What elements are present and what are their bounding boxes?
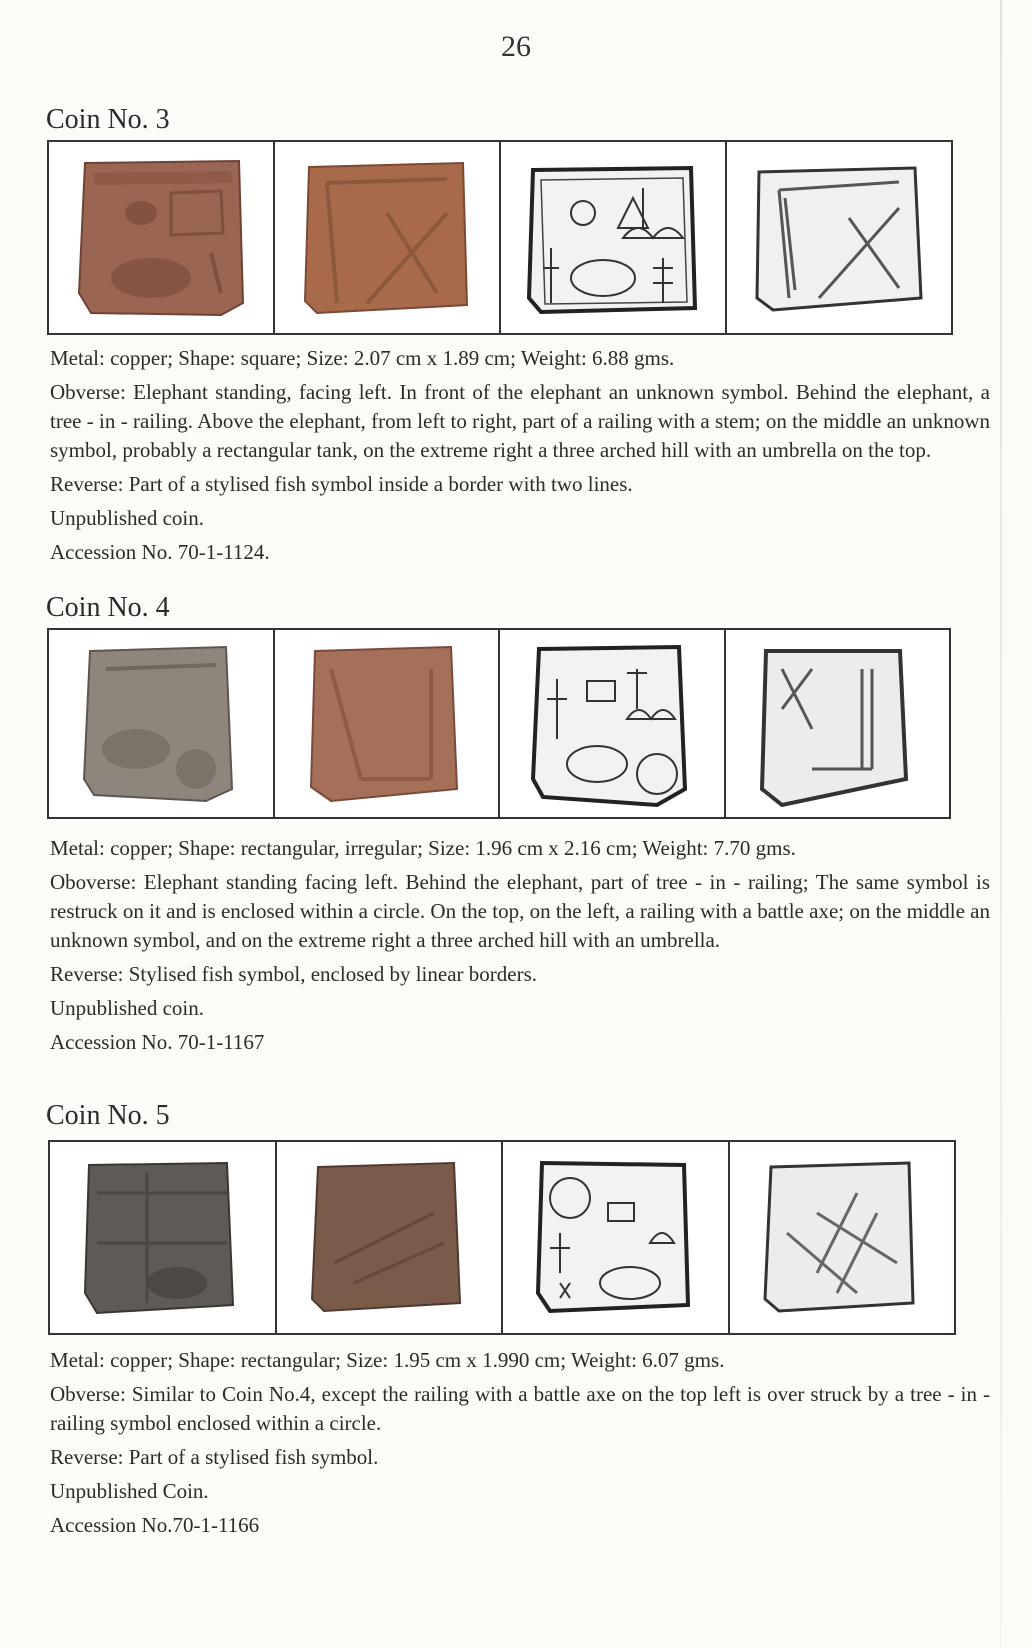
publication-status: Unpublished coin. xyxy=(50,506,204,530)
coin-drawing-obverse xyxy=(523,158,703,318)
page-edge-shadow xyxy=(1000,0,1002,1648)
photo-obverse-cell xyxy=(50,1142,277,1333)
coin-photo-obverse xyxy=(77,1153,247,1323)
accession-number: Accession No.70-1-1166 xyxy=(50,1513,260,1537)
metal-line: Metal: copper; Shape: square; Size: 2.07 cm x 1.89 cm; Weight: 6.88 gms. xyxy=(50,346,675,370)
photo-reverse-cell xyxy=(277,1142,504,1333)
coin-drawing-reverse xyxy=(749,158,929,318)
coin-description xyxy=(50,1346,990,1545)
reverse-description: Reverse: Stylised fish symbol, enclosed by linear borders. xyxy=(50,962,537,986)
coin-photo-obverse xyxy=(76,639,246,809)
coin-photo-reverse xyxy=(304,1153,474,1323)
coin-drawing-reverse xyxy=(757,1153,927,1323)
page-number: 26 xyxy=(501,30,531,63)
photo-reverse-cell xyxy=(275,630,501,817)
accession-number: Accession No. 70-1-1124. xyxy=(50,540,270,564)
drawing-reverse-cell xyxy=(726,630,950,817)
coin-image-row xyxy=(47,628,951,819)
coin-image-row xyxy=(48,1140,956,1335)
coin-drawing-obverse xyxy=(530,1153,700,1323)
drawing-obverse-cell xyxy=(503,1142,730,1333)
drawing-obverse-cell xyxy=(501,142,727,333)
obverse-description: Obverse: Elephant standing, facing left. In front of the elephant an unknown symbol. Behind the elephant, a tree - in - railing. Above the elephant, from left to right, part of a railing with a stem; on the middle an unknown symbol, probably a rectangular tank, on the extreme right a three arched hill with an umbrella on the top. xyxy=(50,380,990,462)
coin-drawing-reverse xyxy=(752,639,922,809)
metal-line: Metal: copper; Shape: rectangular; Size: 1.95 cm x 1.990 cm; Weight: 6.07 gms. xyxy=(50,1348,725,1372)
coin-photo-reverse xyxy=(297,153,477,323)
coin-photo-obverse xyxy=(71,153,251,323)
obverse-description: Obverse: Similar to Coin No.4, except the railing with a battle axe on the top left is over struck by a tree - in - railing symbol enclosed within a circle. xyxy=(50,1382,990,1435)
obverse-description: Oboverse: Elephant standing facing left. Behind the elephant, part of tree - in - railing; The same symbol is restruck on it and is enclosed within a circle. On the top, on the left, a railing with a battle axe; on the middle an unknown symbol, and on the extreme right a three arched hill with an umbrella. xyxy=(50,870,990,952)
coin-photo-reverse xyxy=(301,639,471,809)
coin-image-row xyxy=(47,140,953,335)
coin-title: Coin No. 4 xyxy=(46,592,170,623)
photo-obverse-cell xyxy=(49,630,275,817)
reverse-description: Reverse: Part of a stylised fish symbol. xyxy=(50,1445,379,1469)
coin-drawing-obverse xyxy=(527,639,697,809)
photo-obverse-cell xyxy=(49,142,275,333)
metal-line: Metal: copper; Shape: rectangular, irregular; Size: 1.96 cm x 2.16 cm; Weight: 7.70 gms. xyxy=(50,836,796,860)
reverse-description: Reverse: Part of a stylised fish symbol inside a border with two lines. xyxy=(50,472,633,496)
photo-reverse-cell xyxy=(275,142,501,333)
drawing-reverse-cell xyxy=(727,142,951,333)
coin-description xyxy=(50,834,990,1062)
coin-title: Coin No. 5 xyxy=(46,1100,170,1131)
accession-number: Accession No. 70-1-1167 xyxy=(50,1030,265,1054)
coin-description xyxy=(50,344,990,572)
coin-title: Coin No. 3 xyxy=(46,104,170,135)
publication-status: Unpublished coin. xyxy=(50,996,204,1020)
drawing-obverse-cell xyxy=(500,630,726,817)
drawing-reverse-cell xyxy=(730,1142,955,1333)
publication-status: Unpublished Coin. xyxy=(50,1479,209,1503)
